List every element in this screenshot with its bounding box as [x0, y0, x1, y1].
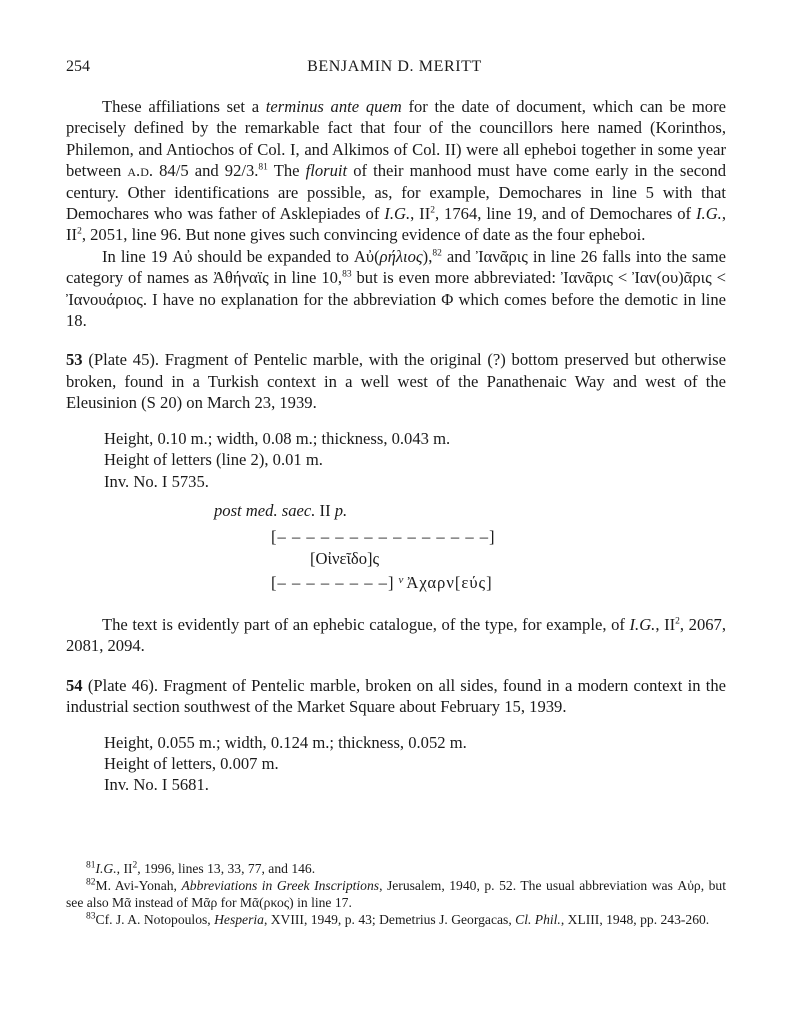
entry-54-measurements — [66, 732, 726, 796]
page-number: 254 — [66, 58, 90, 75]
page-header — [66, 58, 723, 80]
paragraph-affiliations: These affiliations set a terminus ante quem for the date of document, which can be more precisely defined by the remarkable fact that four of the councillors here named (Korinthos, Philemon, and Antiochos of Col. I, and Alkimos of Col. II) were all epheboi together in some year between a.d. 84/5 and 92/3.81 The floruit of their manhood must have come early in the second century. Other identifications are possible, as, for example, Demochares in line 5 with that Demochares who was father of Asklepiades of I.G., $II^2$, 1764, line 19, and of Demochares of I.G., $II^2$, 2051, line 96. But none gives such convincing evidence of date as the four epheboi. — [66, 97, 726, 245]
entry-53-inventory: Inv. No. I 5735. — [104, 471, 209, 491]
entry-54-number: 54 — [66, 675, 83, 695]
footnote-ref-83[interactable]: 83 — [342, 269, 352, 280]
inscription-line-2: [Οἰνεῖδο]ς — [310, 548, 380, 568]
main-text — [66, 96, 726, 796]
inscription-line-3: [– – – – – – – –] $^v$ Ἀχαρν[εύς] — [271, 572, 493, 592]
footnote-83: $^{83}$Cf. J. A. Notopoulos, Hesperia, XVIII, 1949, p. 43; Demetrius J. Georgacas, Cl. Phil., XLIII, 1948, pp. 243-260. — [86, 911, 710, 927]
inscription-53 — [66, 500, 726, 592]
footnote-82: $^{82}$M. Avi-Yonah, Abbreviations in Greek Inscriptions, Jerusalem, 1940, p. 52. The usual abbreviation was Αὐρ, but see also Μᾶ instead of Μᾶρ for Μᾶ(ρκος) in line 17. — [66, 877, 727, 910]
entry-53-number: 53 — [66, 350, 83, 370]
inscription-date: post med. saec. II p. — [214, 500, 348, 520]
entry-53-letter-height: Height of letters (line 2), 0.01 m. — [104, 450, 323, 470]
footnote-81: $^{81}$I.G., $II^2$, 1996, lines 13, 33, 77, and 146. — [86, 860, 316, 876]
entry-54-letter-height: Height of letters, 0.007 m. — [104, 753, 279, 773]
running-title: BENJAMIN D. MERITT — [307, 58, 482, 75]
entry-53-conclusion: The text is evidently part of an ephebic catalogue, of the type, for example, of I.G., $II^2$, 2067, 2081, 2094. — [66, 614, 726, 656]
footnote-ref-82[interactable]: 82 — [432, 248, 442, 259]
entry-54-dimensions: Height, 0.055 m.; width, 0.124 m.; thickness, 0.052 m. — [104, 732, 467, 752]
footnotes — [66, 860, 726, 928]
inscription-line-1: [– – – – – – – – – – – – – – –] — [271, 526, 496, 546]
footnote-ref-81[interactable]: 81 — [258, 162, 268, 173]
paragraph-abbreviations: In line 19 Αὐ should be expanded to Αὐ(ρήλιος),$^{82}$ and Ἰανᾶρις in line 26 falls into the same category of names as Ἀθήναϊς in line 10,83 but is even more abbreviated: Ἰανᾶρις < Ἰαν(ου)ᾶρις < Ἰανουάριος. I have no explanation for the abbreviation Φ which comes before the demotic in line 18. — [66, 246, 726, 331]
entry-53-description: 53 (Plate 45). Fragment of Pentelic marble, with the original (?) bottom preserved but otherwise broken, found in a Turkish context in a well west of the Panathenaic Way and west of the Eleusinion (S 20) on March 23, 1939. — [66, 350, 726, 413]
entry-54-description: 54 (Plate 46). Fragment of Pentelic marble, broken on all sides, found in a modern context in the industrial section southwest of the Market Square about February 15, 1939. — [66, 675, 726, 717]
entry-53-dimensions: Height, 0.10 m.; width, 0.08 m.; thickness, 0.043 m. — [104, 428, 451, 448]
entry-53-measurements — [66, 428, 726, 492]
entry-54-inventory: Inv. No. I 5681. — [104, 775, 209, 795]
